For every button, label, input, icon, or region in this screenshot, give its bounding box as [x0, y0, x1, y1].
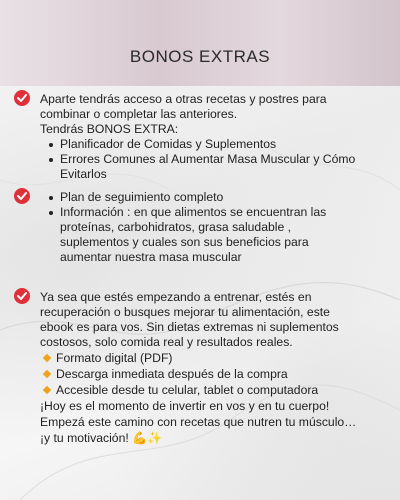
- closing-line: ¡Hoy es el momento de invertir en vos y en tu cuerpo!: [40, 399, 330, 413]
- pitch-line: ebook es para vos. Sin dietas extremas ni suplementos: [40, 320, 339, 334]
- feature-item: Formato digital (PDF): [56, 351, 173, 365]
- bullet-icon: [49, 196, 53, 200]
- pitch-line: costosos, solo comida real y resultados reales.: [40, 335, 293, 349]
- list-item-continuation: proteínas, carbohidratos, grasa saludable ,: [60, 220, 292, 234]
- orange-diamond-icon: [43, 354, 51, 362]
- list-item: Información : en que alimentos se encuentran las: [60, 205, 327, 219]
- orange-diamond-icon: [43, 370, 51, 378]
- list-item-continuation: suplementos y cuales son sus beneficios para: [60, 235, 309, 249]
- list-item: Planificador de Comidas y Suplementos: [60, 137, 277, 151]
- feature-item: Accesible desde tu celular, tablet o computadora: [56, 383, 319, 397]
- intro-line: Aparte tendrás acceso a otras recetas y postres para: [40, 92, 327, 106]
- check-circle-icon: [14, 288, 30, 304]
- orange-diamond-icon: [43, 386, 51, 394]
- check-circle-icon: [14, 188, 30, 204]
- closing-line: ¡y tu motivación! 💪✨: [40, 431, 163, 445]
- list-item-continuation: Evitarlos: [60, 167, 107, 181]
- list-item-continuation: aumentar nuestra masa muscular: [60, 250, 242, 264]
- closing-line: Empezá este camino con recetas que nutren tu músculo…: [40, 415, 357, 429]
- intro-line: combinar o completar las anteriores.: [40, 107, 238, 121]
- list-item: Errores Comunes al Aumentar Masa Muscular y Cómo: [60, 152, 356, 166]
- bullet-icon: [49, 143, 53, 147]
- list-item: Plan de seguimiento completo: [60, 190, 224, 204]
- pitch-line: Ya sea que estés empezando a entrenar, estés en: [40, 290, 312, 304]
- intro-line: Tendrás BONOS EXTRA:: [40, 122, 179, 136]
- bullet-icon: [49, 158, 53, 162]
- pitch-line: recuperación o busques mejorar tu alimentación, este: [40, 305, 330, 319]
- header-banner: [0, 0, 400, 86]
- feature-item: Descarga inmediata después de la compra: [56, 367, 288, 381]
- page-title: BONOS EXTRAS: [129, 47, 271, 66]
- bullet-icon: [49, 211, 53, 215]
- check-circle-icon: [14, 90, 30, 106]
